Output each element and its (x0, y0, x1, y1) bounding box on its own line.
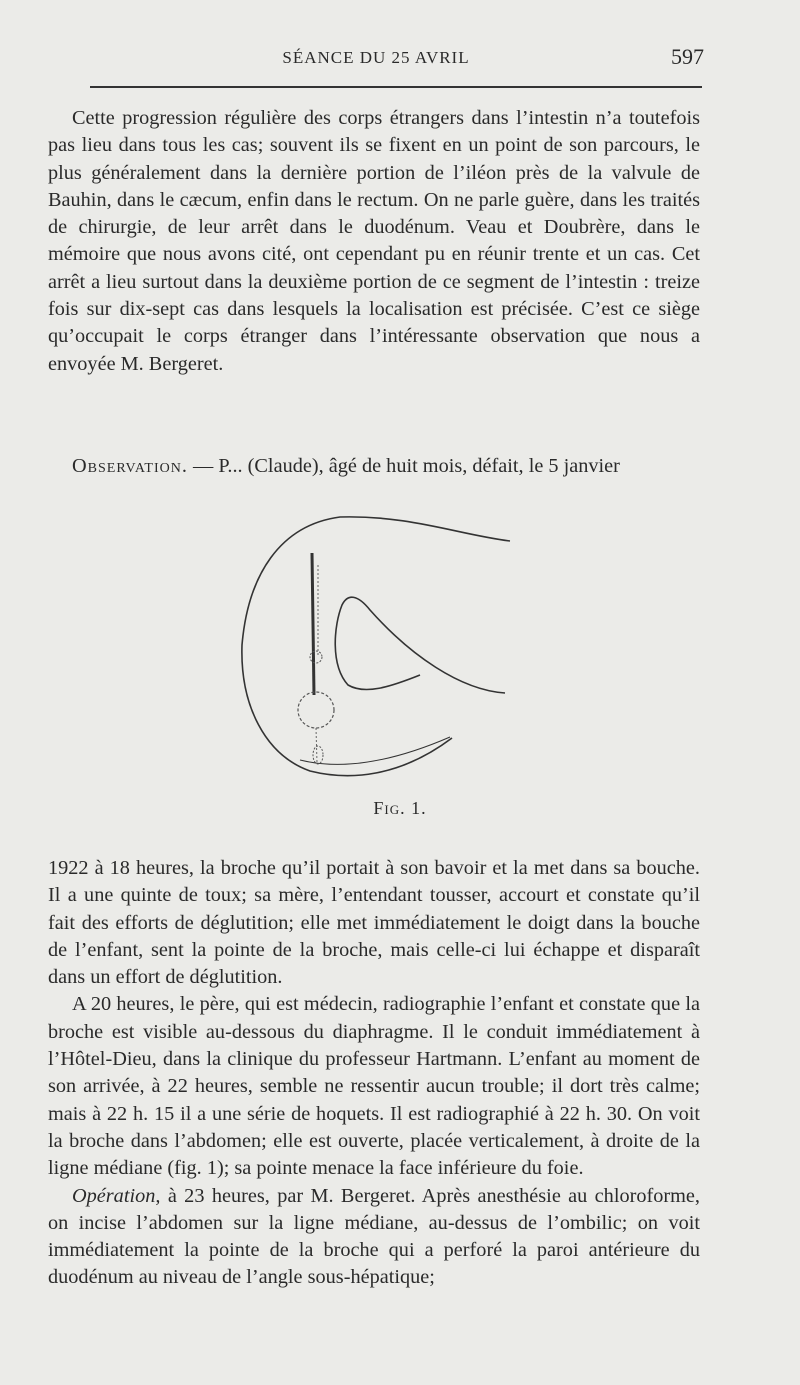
broche-clasp-line (316, 728, 317, 763)
paragraph-ingestion: 1922 à 18 heures, la broche qu’il portait à son bavoir et la met dans sa bouche. Il a une quinte de toux; sa mère, l’entendant tousser, accourt et constate qu’il fait des efforts de déglutition; elle met immédiatement le doigt dans la bouche de l’enfant, sent la pointe de la broche, mais celle-ci lui échappe et disparaît dans un effort de déglutition. (48, 857, 700, 989)
paragraph-foreign-bodies: Cette progression régulière des corps étrangers dans l’intestin n’a toutefois pas lieu dans tous les cas; souvent ils se fixent en un point de son parcours, le plus généralement dans la dernière portion de l’iléon près de la valvule de Bauhin, dans le cæcum, enfin dans le rectum. On ne parle guère, dans les traités de chirurgie, de leur arrêt dans le duodénum. Veau et Doubrère, dans le mémoire que nous avons cité, ont cependant pu en réunir trente et un cas. Cet arrêt a lieu surtout dans la deuxième portion de ce segment de l’intestin : treize fois sur dix-sept cas dans lesquels la localisation est précisée. C’est ce siège qu’occupait le corps étranger dans l’intéressante observation que nous a envoyée M. Bergeret. (48, 107, 700, 375)
operation-text: à 23 heures, par M. Bergeret. Après anesthésie au chloroforme, on incise l’abdomen sur la ligne médiane, au-dessus de l’ombilic; on voit immédiatement la pointe de la broche qui a perforé la paroi antérieure du duodénum au niveau de l’angle sous-hépatique; (48, 1184, 700, 1289)
broche-shaft (312, 553, 314, 695)
duodenum-inner-loop (335, 597, 505, 693)
duodenum-outer-curve (242, 517, 510, 776)
figure-caption-text: Fig. 1. (373, 798, 427, 818)
page-number: 597 (671, 44, 704, 69)
figure-radiograph-sketch (230, 505, 530, 790)
broche-clasp (313, 746, 323, 764)
observation-label: Observation. (72, 455, 188, 477)
broche-coil (310, 651, 322, 663)
running-title: SÉANCE DU 25 AVRIL (282, 48, 470, 67)
text-block-top (48, 105, 700, 378)
figure-caption (0, 798, 800, 819)
paragraph-operation (48, 1183, 700, 1292)
operation-lead: Opération, (72, 1184, 161, 1207)
running-header (48, 44, 704, 72)
paragraph-radiography: A 20 heures, le père, qui est médecin, radiographie l’enfant et constate que la broche est visible au-dessous du diaphragme. Il le conduit immédiatement à l’Hôtel-Dieu, dans la clinique du professeur Hartmann. L’enfant au moment de son arrivée, à 22 heures, semble ne ressentir aucun trouble; il dort très calme; mais à 22 h. 15 il a une série de hoquets. Il est radiographié à 22 h. 30. On voit la broche dans l’abdomen; elle est ouverte, placée verticalement, à droite de la ligne médiane (fig. 1); sa pointe menace la face inférieure du foie. (48, 993, 700, 1180)
observation-line (48, 453, 700, 480)
observation-text: — P... (Claude), âgé de huit mois, défait, le 5 janvier (187, 455, 620, 477)
header-rule (90, 86, 702, 88)
broche-ring (298, 692, 334, 728)
text-block-bottom (48, 855, 700, 1292)
